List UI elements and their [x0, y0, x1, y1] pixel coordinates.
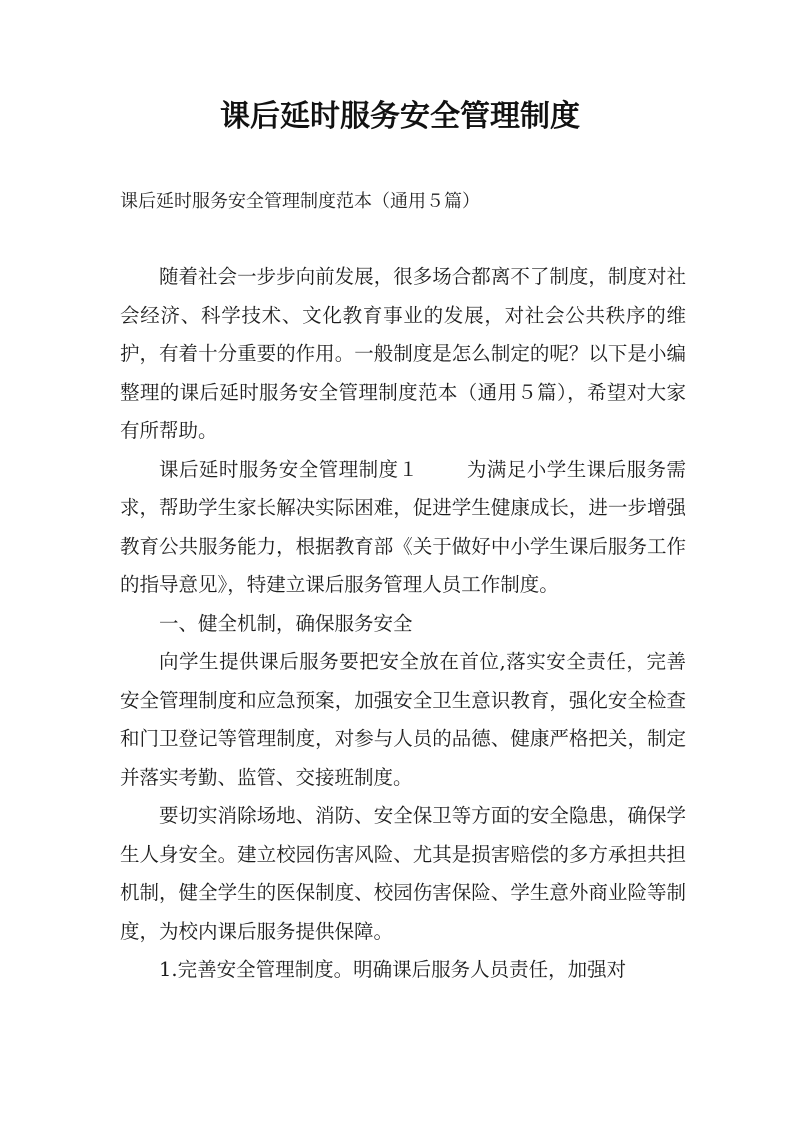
point1-heading: 一、健全机制，确保服务安全: [159, 611, 413, 635]
section1-paragraph: [120, 451, 686, 605]
document-subtitle: 课后延时服务安全管理制度范本（通用５篇）: [120, 191, 480, 212]
document-body: [120, 258, 686, 990]
point1-paragraph-1: 向学生提供课后服务要把安全放在首位,落实安全责任，完善安全管理制度和应急预案，加强安全卫生意识教育，强化安全检查和门卫登记等管理制度，对参与人员的品德、健康严格把关，制定并落实考勤、监管、交接班制度。: [120, 650, 686, 789]
document-title: 课后延时服务安全管理制度: [220, 99, 580, 134]
section1-text: 为满足小学生课后服务需求，帮助学生家长解决实际困难，促进学生健康成长，进一步增强教育公共服务能力，根据教育部《关于做好中小学生课后服务工作的指导意见》，特建立课后服务管理人员工作制度。: [120, 457, 686, 596]
section1-heading: 课后延时服务安全管理制度１: [159, 457, 419, 481]
intro-paragraph: 随着社会一步步向前发展，很多场合都离不了制度，制度对社会经济、科学技术、文化教育事业的发展，对社会公共秩序的维护，有着十分重要的作用。一般制度是怎么制定的呢？以下是小编整理的课后延时服务安全管理制度范本（通用５篇），希望对大家有所帮助。: [120, 265, 686, 442]
item1-paragraph: 1.完善安全管理制度。明确课后服务人员责任，加强对: [159, 958, 627, 981]
point1-paragraph-2: 要切实消除场地、消防、安全保卫等方面的安全隐患，确保学生人身安全。建立校园伤害风险、尤其是损害赔偿的多方承担共担机制，健全学生的医保制度、校园伤害保险、学生意外商业险等制度，为校内课后服务提供保障。: [120, 804, 686, 943]
